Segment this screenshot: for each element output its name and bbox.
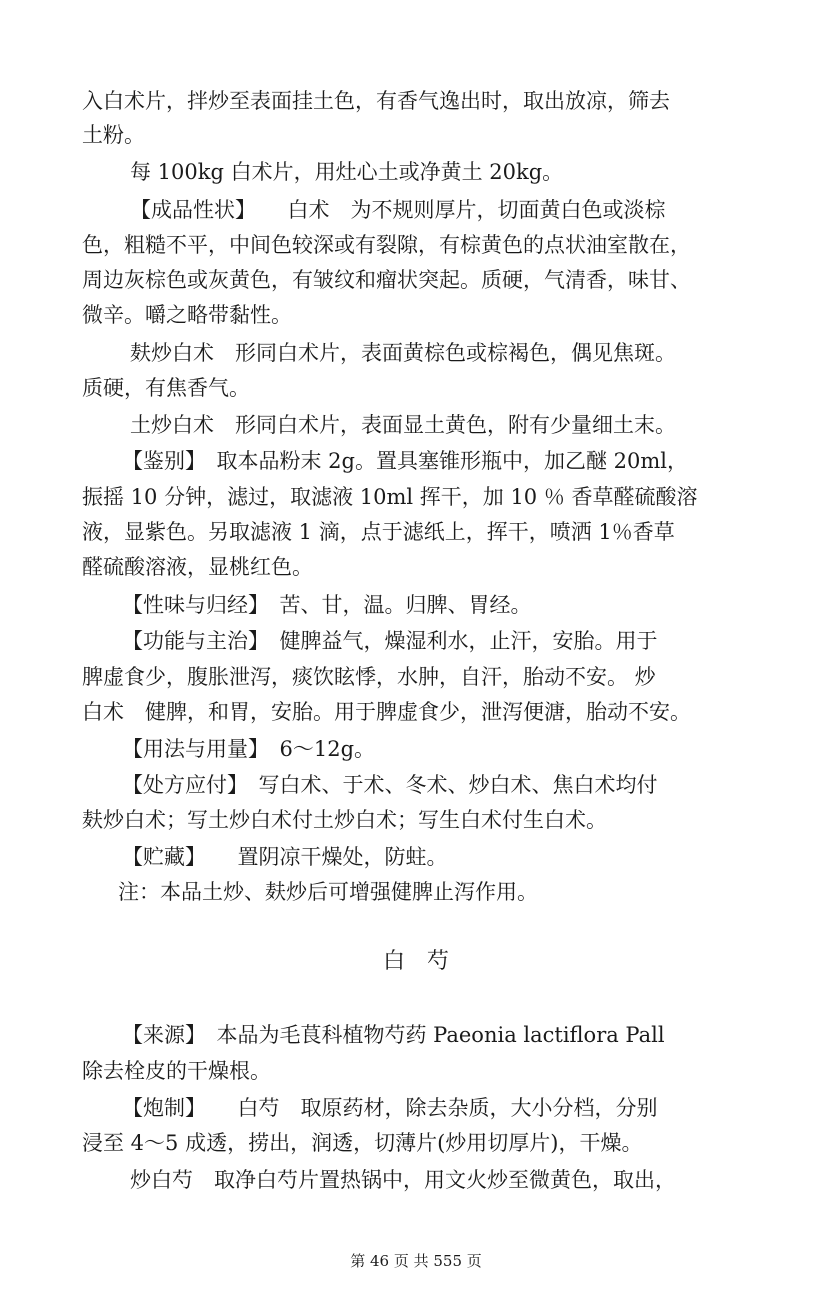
text-line: 土粉。 xyxy=(82,123,145,147)
text-line: 麸炒白术；写土炒白术付土炒白术；写生白术付生白术。 xyxy=(82,808,607,832)
text-line: 白术 健脾，和胃，安胎。用于脾虚食少，泄泻便溏，胎动不安。 xyxy=(82,700,691,724)
text-line: 振摇 10 分钟，滤过，取滤液 10ml 挥干，加 10 ％ 香草醛硫酸溶 xyxy=(82,485,698,509)
text-line: 【用法与用量】 6～12g。 xyxy=(122,737,376,761)
text-line: 麸炒白术 形同白术片，表面黄棕色或棕褐色，偶见焦斑。 xyxy=(130,341,676,365)
text-line: 【功能与主治】 健脾益气，燥湿利水，止汗，安胎。用于 xyxy=(122,629,658,653)
text-line: 土炒白术 形同白术片，表面显土黄色，附有少量细土末。 xyxy=(130,413,676,437)
text-line: 色，粗糙不平，中间色较深或有裂隙，有棕黄色的点状油室散在， xyxy=(82,233,691,257)
text-line: 微辛。嚼之略带黏性。 xyxy=(82,303,292,327)
text-line: 质硬，有焦香气。 xyxy=(82,376,250,400)
text-line: 【性味与归经】 苦、甘，温。归脾、胃经。 xyxy=(122,593,532,617)
text-line: 炒白芍 取净白芍片置热锅中，用文火炒至微黄色，取出， xyxy=(130,1168,676,1192)
text-line: 【来源】 本品为毛茛科植物芍药 Paeonia lactiflora Pall xyxy=(122,1023,665,1047)
text-line: 除去栓皮的干燥根。 xyxy=(82,1059,271,1083)
text-line: 液，显紫色。另取滤液 1 滴，点于滤纸上，挥干，喷洒 1％香草 xyxy=(82,520,675,544)
text-line: 每 100kg 白术片，用灶心土或净黄土 20kg。 xyxy=(130,160,564,184)
text-line: 浸至 4～5 成透，捞出，润透，切薄片(炒用切厚片)，干燥。 xyxy=(82,1131,643,1155)
section-title: 白芍 xyxy=(382,949,471,974)
text-line: 醛硫酸溶液，显桃红色。 xyxy=(82,555,313,579)
text-line: 【炮制】 白芍 取原药材，除去杂质，大小分档，分别 xyxy=(122,1096,658,1120)
text-line: 脾虚食少，腹胀泄泻，痰饮眩悸，水肿，自汗，胎动不安。 炒 xyxy=(82,665,656,689)
text-line: 【鉴别】 取本品粉末 2g。置具塞锥形瓶中，加乙醚 20ml， xyxy=(122,449,689,473)
note-line: 注：本品土炒、麸炒后可增强健脾止泻作用。 xyxy=(118,880,538,904)
text-line: 【成品性状】 白术 为不规则厚片，切面黄白色或淡棕 xyxy=(130,198,666,222)
text-line: 周边灰棕色或灰黄色，有皱纹和瘤状突起。质硬，气清香，味甘、 xyxy=(82,268,691,292)
page-number: 第 46 页 共 555 页 xyxy=(350,1252,482,1270)
text-line: 【处方应付】 写白术、于术、冬术、炒白术、焦白术均付 xyxy=(122,773,658,797)
text-line: 【贮藏】 置阴凉干燥处，防蛀。 xyxy=(122,845,448,869)
text-line: 入白术片，拌炒至表面挂土色，有香气逸出时，取出放凉，筛去 xyxy=(82,89,670,113)
